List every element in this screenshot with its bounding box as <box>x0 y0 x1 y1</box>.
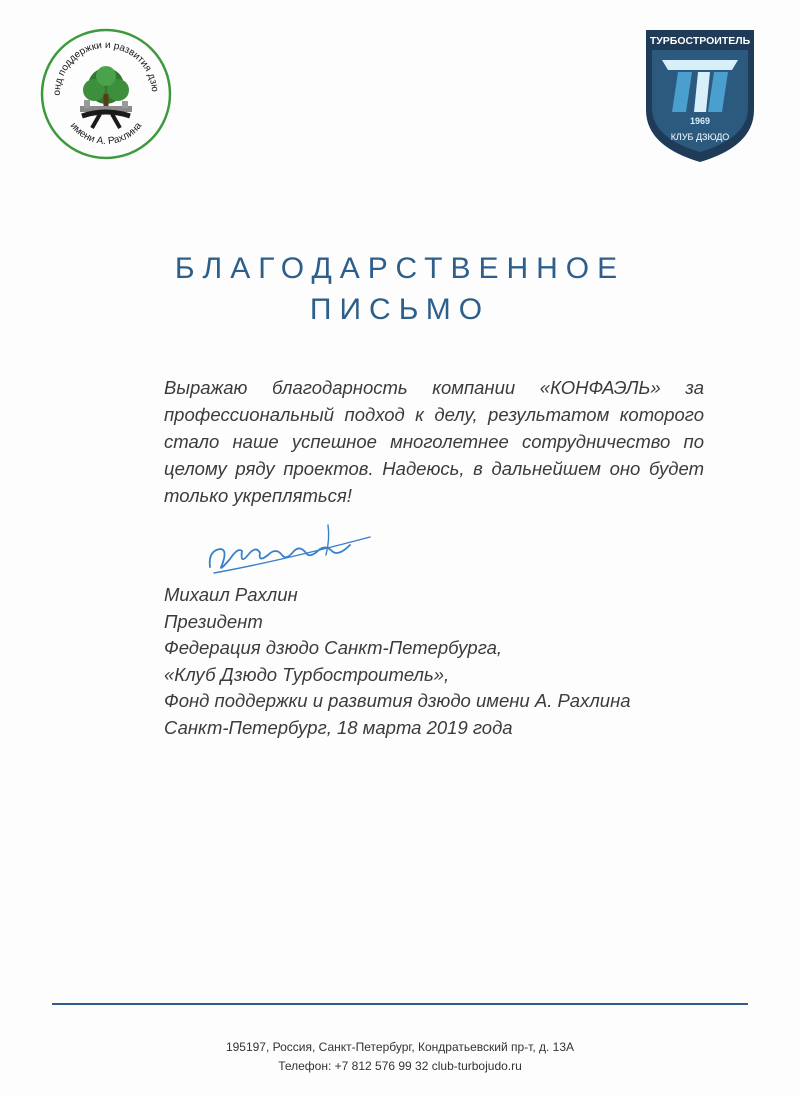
club-logo <box>640 26 760 166</box>
letter-title-line2: ПИСЬМО <box>309 293 491 326</box>
footer-contacts: Телефон: +7 812 576 99 32 club-turbojudo.ru <box>278 1059 522 1073</box>
signer-name: Михаил Рахлин <box>164 584 298 605</box>
signer-position: Президент <box>164 610 263 632</box>
club-logo-year: 1969 <box>689 116 711 126</box>
place-and-date: Санкт-Петербург, 18 марта 2019 года <box>164 716 513 738</box>
signer-org-club: «Клуб Дзюдо Турбостроитель», <box>164 663 450 685</box>
foundation-logo-top-text: онд поддержки и развития дзю <box>51 39 161 96</box>
handwritten-signature <box>200 515 380 585</box>
footer-divider <box>52 1003 748 1005</box>
signer-org-foundation: Фонд поддержки и развития дзюдо имени А. Рахлина <box>164 690 631 711</box>
letter-paragraph: Выражаю благодарность компании «КОНФАЭЛЬ» за профессиональный подход к делу, результатом которого стало наше успешное многолетнее сотрудничество по целому ряду проектов. Надеюсь, в дальнейшем оно будет только укрепляться! <box>164 377 704 506</box>
foundation-logo-bottom-text: имени А. Рахлина <box>67 120 145 148</box>
foundation-logo <box>40 28 172 160</box>
signer-org-federation: Федерация дзюдо Санкт-Петербурга, <box>164 637 503 658</box>
footer-address: 195197, Россия, Санкт-Петербург, Кондратьевский пр-т, д. 13А <box>225 1040 575 1054</box>
signature-block <box>164 582 724 741</box>
letter-title-line1: БЛАГОДАРСТВЕННОЕ <box>174 252 626 285</box>
club-logo-bottom-text: КЛУБ ДЗЮДО <box>670 132 730 142</box>
svg-text:имени А. Рахлина <box>68 120 145 147</box>
club-logo-top-text: ТУРБОСТРОИТЕЛЬ <box>649 35 751 47</box>
letter-body <box>164 374 704 509</box>
